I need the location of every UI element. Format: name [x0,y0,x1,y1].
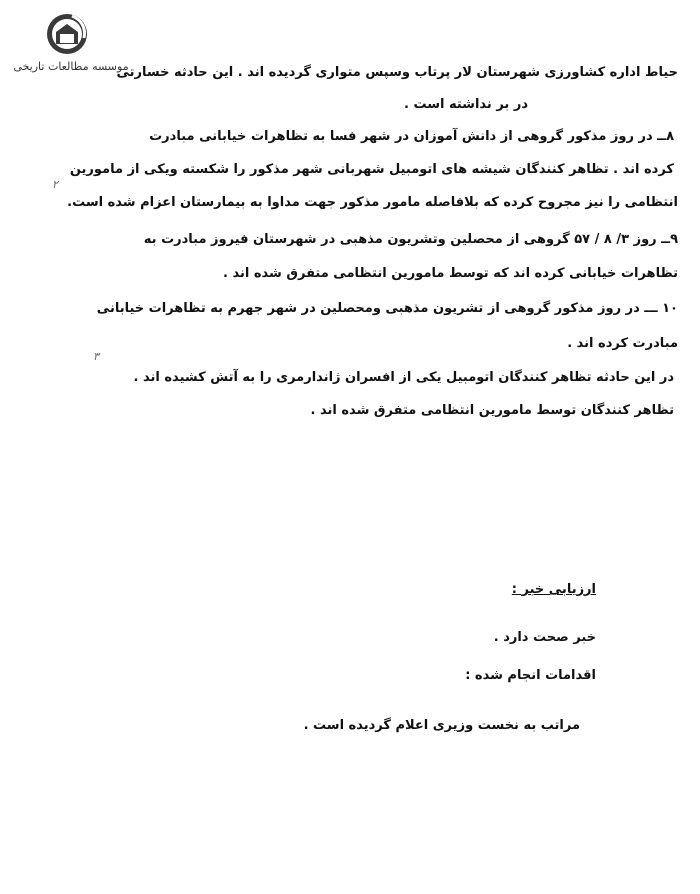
body-line-5: انتظامی را نیز مجروح کرده که بلافاصله مامور مذکور جهت مداوا به بیمارستان اعزام شده است. [67,195,678,210]
assessment-heading: ارزیابی خبر : [511,582,596,597]
body-line-7: تظاهرات خیابانی کرده اند که توسط مامورین انتظامی متفرق شده اند . [223,266,678,281]
body-line-8: ۱۰ ـــ در روز مذکور گروهی از تشریون مذهبی ومحصلین در شهر جهرم به تظاهرات خیابانی [96,301,678,316]
body-line-10: در این حادثه تظاهر کنندگان اتومبیل یکی از افسران ژاندارمری را به آتش کشیده اند . [133,370,674,385]
body-line-3: ۸ــ در روز مذکور گروهی از دانش آموزان در شهر فسا به تظاهرات خیابانی مبادرت [149,129,674,144]
body-line-4: کرده اند . تظاهر کنندگان شیشه های اتومبیل شهربانی شهر مذکور را شکسته ویکی از مامورین [69,162,674,177]
margin-mark-1: ۲ [52,178,58,191]
body-line-6: ۹ــ روز ۳/ ۸ / ۵۷ گروهی از محصلین وتشریون مذهبی در شهرستان فیروز مبادرت به [143,232,678,247]
body-line-11: تظاهر کنندگان توسط مامورین انتظامی متفرق شده اند . [310,403,674,418]
margin-mark-2: ۳ [93,350,99,363]
archive-logo [12,12,130,82]
body-line-2: در بر نداشته است . [404,97,528,112]
archive-logo-text: موسسه مطالعات تاریخی [13,60,129,73]
archive-logo-icon [42,12,92,60]
body-line-9: مبادرت کرده اند . [567,336,678,351]
assessment-value: خبر صحت دارد . [493,630,596,645]
actions-value: مراتب به نخست وزیری اعلام گردیده است . [303,718,580,733]
actions-heading: اقدامات انجام شده : [465,668,596,683]
body-line-1: حیاط اداره کشاورزی شهرستان لار پرتاب وسپس متواری گردیده اند . این حادثه خسارتی [116,65,678,80]
